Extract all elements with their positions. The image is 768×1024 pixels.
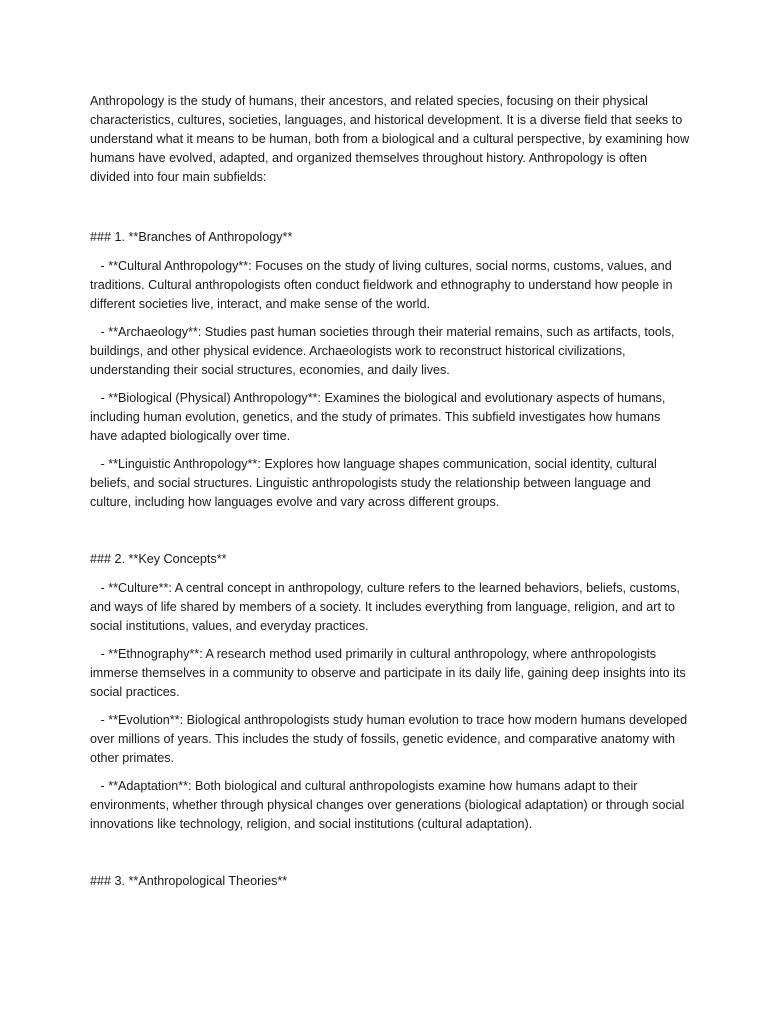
bullet-linguistic-anthropology: - **Linguistic Anthropology**: Explores how language shapes communication, social identity, cultural beliefs, and social structures. Linguistic anthropologists study the relationship between language and culture, including how languages evolve and vary across different groups.: [90, 457, 657, 509]
section-heading: ### 2. **Key Concepts**: [90, 552, 227, 566]
bullet-biological-anthropology: - **Biological (Physical) Anthropology**: Examines the biological and evolutionary aspects of humans, including human evolution, genetics, and the study of primates. This subfield investigates how humans have adapted biologically over time.: [90, 391, 666, 443]
section-heading: ### 1. **Branches of Anthropology**: [90, 230, 293, 244]
document-page: [90, 92, 690, 901]
intro-paragraph: Anthropology is the study of humans, their ancestors, and related species, focusing on their physical characteristics, cultures, societies, languages, and historical development. It is a diverse field that seeks to understand what it means to be human, both from a biological and a cultural perspective, by examining how humans have evolved, adapted, and organized themselves throughout history. Anthropology is often divided into four main subfields:: [90, 94, 690, 184]
bullet-adaptation: - **Adaptation**: Both biological and cultural anthropologists examine how humans adapt to their environments, whether through physical changes over generations (biological adaptation) or through social innovations like technology, religion, and social institutions (cultural adaptation).: [90, 779, 685, 831]
bullet-cultural-anthropology: - **Cultural Anthropology**: Focuses on the study of living cultures, social norms, customs, values, and traditions. Cultural anthropologists often conduct fieldwork and ethnography to understand how people in different societies live, interact, and make sense of the world.: [90, 259, 673, 311]
bullet-archaeology: - **Archaeology**: Studies past human societies through their material remains, such as artifacts, tools, buildings, and other physical evidence. Archaeologists work to reconstruct historical civilizations, understanding their social structures, economies, and daily lives.: [90, 325, 675, 377]
section-heading: ### 3. **Anthropological Theories**: [90, 874, 288, 888]
bullet-ethnography: - **Ethnography**: A research method used primarily in cultural anthropology, where anthropologists immerse themselves in a community to observe and participate in its daily life, gaining deep insights into its social practices.: [90, 647, 686, 699]
bullet-evolution: - **Evolution**: Biological anthropologists study human evolution to trace how modern humans developed over millions of years. This includes the study of fossils, genetic evidence, and comparative anatomy with other primates.: [90, 713, 688, 765]
section-key-concepts: [90, 550, 690, 834]
section-theories: [90, 872, 690, 891]
section-branches: [90, 228, 690, 512]
bullet-culture: - **Culture**: A central concept in anthropology, culture refers to the learned behaviors, beliefs, customs, and ways of life shared by members of a society. It includes everything from language, religion, and art to social institutions, values, and everyday practices.: [90, 581, 680, 633]
